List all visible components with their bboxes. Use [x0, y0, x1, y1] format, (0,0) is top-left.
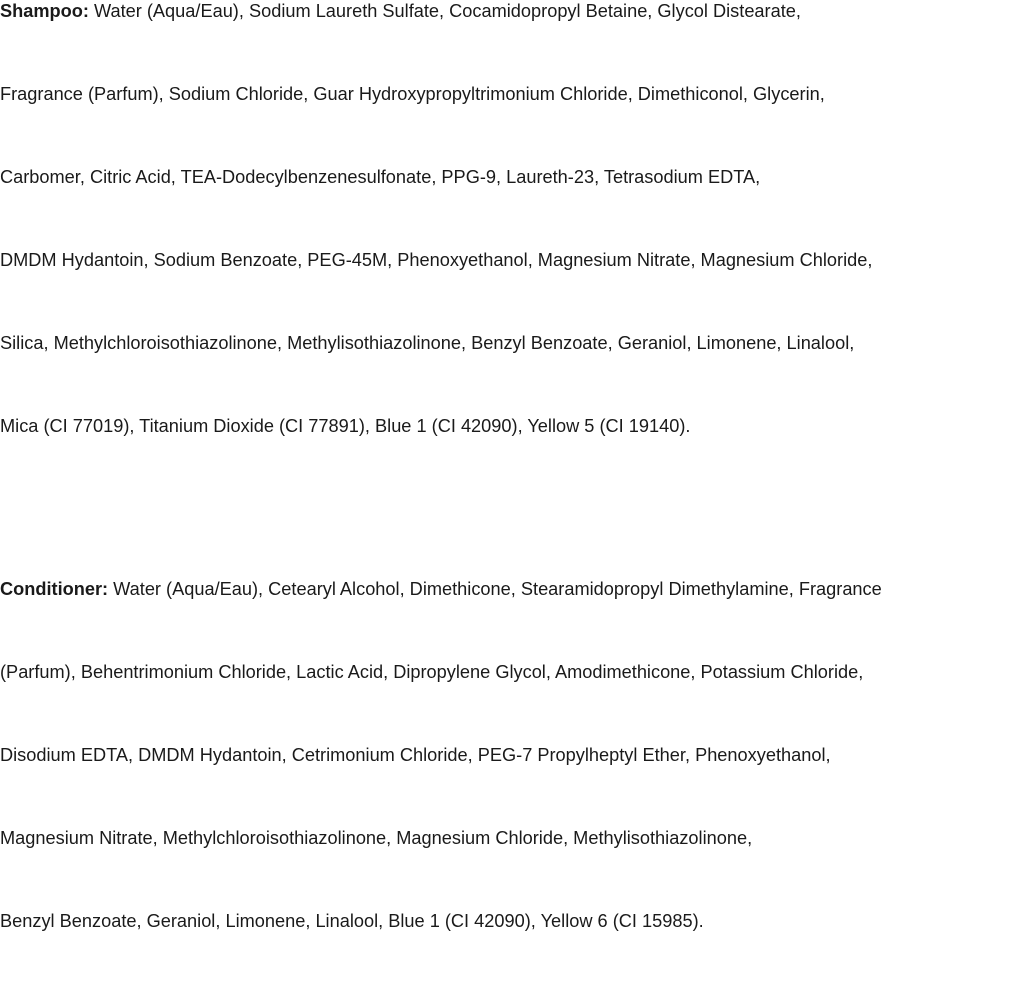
ingredients-text: Water (Aqua/Eau), Cetearyl Alcohol, Dimethicone, Stearamidopropyl Dimethylamine, Fragrance [108, 579, 882, 599]
conditioner-label: Conditioner: [0, 579, 109, 599]
ingredients-line: Disodium EDTA, DMDM Hydantoin, Cetrimonium Chloride, PEG-7 Propylheptyl Ether, Phenoxyethanol, [0, 745, 831, 765]
ingredients-line: Fragrance (Parfum), Sodium Chloride, Guar Hydroxypropyltrimonium Chloride, Dimethiconol, Glycerin, [0, 84, 825, 104]
ingredients-line: Benzyl Benzoate, Geraniol, Limonene, Linalool, Blue 1 (CI 42090), Yellow 6 (CI 15985). [0, 911, 704, 931]
shampoo-label: Shampoo: [0, 1, 89, 21]
ingredients-line [0, 578, 1024, 661]
ingredients-text: Water (Aqua/Eau), Sodium Laureth Sulfate, Cocamidopropyl Betaine, Glycol Distearate, [88, 1, 801, 21]
ingredients-line: (Parfum), Behentrimonium Chloride, Lactic Acid, Dipropylene Glycol, Amodimethicone, Potassium Chloride, [0, 662, 864, 682]
ingredients-line: Mica (CI 77019), Titanium Dioxide (CI 77891), Blue 1 (CI 42090), Yellow 5 (CI 19140). [0, 416, 691, 436]
ingredients-line: Magnesium Nitrate, Methylchloroisothiazolinone, Magnesium Chloride, Methylisothiazolinone, [0, 828, 753, 848]
ingredients-line: Silica, Methylchloroisothiazolinone, Methylisothiazolinone, Benzyl Benzoate, Geraniol, Limonene, Linalool, [0, 333, 855, 353]
conditioner-ingredients-section [0, 578, 1024, 993]
ingredients-line: Carbomer, Citric Acid, TEA-Dodecylbenzenesulfonate, PPG-9, Laureth-23, Tetrasodium EDTA, [0, 167, 761, 187]
ingredients-line [0, 0, 1024, 83]
ingredients-line: DMDM Hydantoin, Sodium Benzoate, PEG-45M, Phenoxyethanol, Magnesium Nitrate, Magnesium Chloride, [0, 250, 873, 270]
